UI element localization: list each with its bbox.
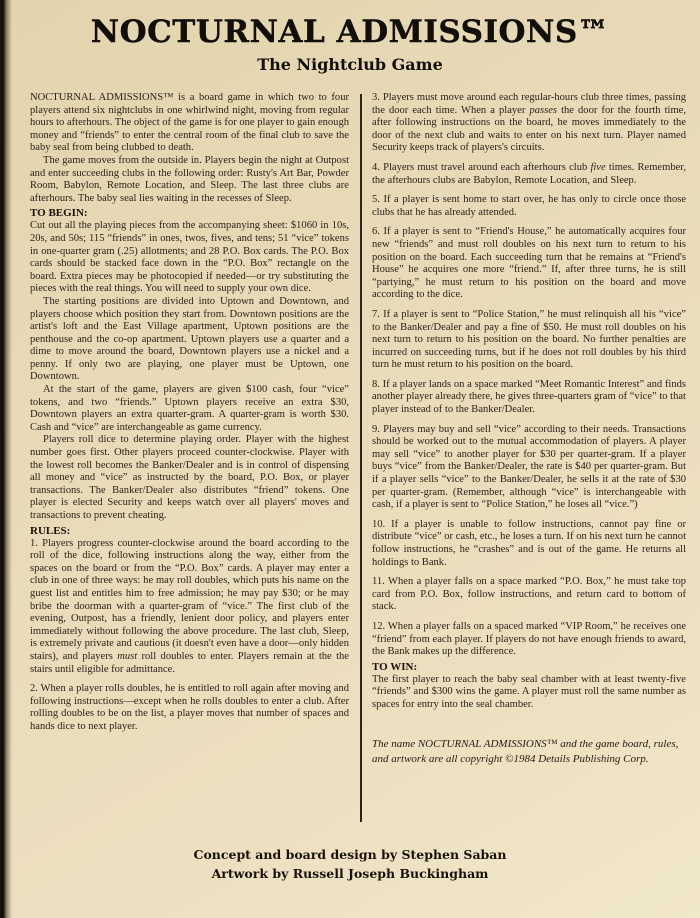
rule-item-2: 2. When a player rolls doubles, he is entitled to roll again after moving and following instructions—except when he rolls doubles to enter a club. After rolling doubles to be on the list, a player moves that number of spaces and hands dice to next player.	[30, 683, 349, 732]
rule-item-11: 11. When a player falls on a space marked “P.O. Box,” he must take top card from P.O. Box, follow instructions, and return card to bottom of stack.	[372, 576, 686, 613]
rule-text: 4. Players must travel around each afterhours club	[372, 161, 591, 173]
rule-item-4	[372, 162, 686, 187]
rule-text: 1. Players progress counter-clockwise around the board according to the roll of the dice, following instructions along the way, either from the spaces on the board or from the “P.O. Box” cards. A player may enter a club in one of three ways: he may roll doubles, which puts his name on the guest list and entitles him to free admission; he may pay $30; or he may bribe the doorman with a quarter-gram of “vice.” The first club of the evening, Outpost, has a friendly, lenient door policy, and players enter immediately without following the above procedure. The last club, Sleep, is extremely private and cautious (it doesn't even have a door—only hidden stairs), and players	[30, 537, 349, 662]
copyright-notice: The name NOCTURNAL ADMISSIONS™ and the game board, rules, and artwork are all copyright ©1984 Details Publishing Corp.	[372, 737, 679, 765]
page-subtitle: The Nightclub Game	[257, 55, 443, 74]
intro-paragraph: NOCTURNAL ADMISSIONS™ is a board game in which two to four players attend six nightclubs in one whirlwind night, moving from regular hours to afterhours. The object of the game is for one player to gain enough money and “friends” to enter the central room of the final club to save the baby seal from being clubbed to death.	[30, 92, 349, 154]
to-win-heading: TO WIN:	[372, 660, 418, 673]
intro-paragraph: The game moves from the outside in. Players begin the night at Outpost and enter succeeding clubs in the following order: Rusty's Art Bar, Powder Room, Babylon, Remote Location, and Sleep. The last three clubs are afterhours. The baby seal lies waiting in the recesses of Sleep.	[30, 154, 349, 204]
to-win-paragraph: The first player to reach the baby seal chamber with at least twenty-five “friends” and $300 wins the game. A player must roll the same number as spaces for entry into the seal chamber.	[372, 673, 686, 710]
rule-text: roll doubles to enter. Players remain at the the stairs until eligible for admittance.	[30, 650, 349, 675]
rule-emphasis: passes	[529, 104, 557, 116]
rule-item-10: 10. If a player is unable to follow instructions, cannot pay fine or distribute “vice” or cash, etc., he loses a turn. If on his next turn he cannot follow instructions, he “crashes” and is out of the game. He returns all holdings to Bank.	[372, 518, 686, 568]
rule-item-8: 8. If a player lands on a space marked “Meet Romantic Interest” and finds another player already there, he gives three-quarters gram of “vice” to that player instead of to the Banker/Dealer.	[372, 378, 686, 416]
rule-item-12: 12. When a player falls on a spaced marked “VIP Room,” he receives one “friend” from each player. If players do not have enough friends to award, the Bank makes up the difference.	[372, 620, 686, 658]
rule-text: 3. Players must move around each regular-hours club three times, passing the door each time. When a player	[372, 92, 686, 116]
to-begin-paragraph: Cut out all the playing pieces from the accompanying sheet: $1060 in 10s, 20s, and 50s; 115 “friends” in ones, twos, fives, and tens; 51 “vice” tokens in one-quarter gram (.25) allotments; and 28 P.O. Box cards. The P.O. Box cards should be stacked face down in the “P.O. Box” rectangle on the board. Extra pieces may be photocopied if needed—or try substituting the pieces with the real things. You will need to supply your own dice.	[30, 220, 349, 295]
two-column-body	[30, 92, 686, 822]
credit-artwork-line: Artwork by Russell Joseph Buckingham	[211, 866, 489, 881]
rule-text: times. Remember, the afterhours clubs are Babylon, Remote Location, and Sleep.	[372, 161, 687, 186]
column-divider-rule	[360, 94, 362, 822]
rule-text: the door for the fourth time, after following instructions on the board, he moves immediately to the door of the next club and waits to enter on his next turn. Player named Security keeps track of players's circuits.	[372, 104, 686, 154]
page-title: NOCTURNAL ADMISSIONS™	[90, 14, 610, 50]
rule-item-1	[30, 538, 349, 677]
left-column	[30, 92, 349, 822]
page-edge-shadow	[0, 0, 12, 918]
credit-concept-line: Concept and board design by Stephen Saban	[193, 847, 507, 862]
to-begin-paragraph: The starting positions are divided into Uptown and Downtown, and players choose which position they start from. Downtown positions are the artist's loft and the East Village apartment, Uptown positions are the penthouse and the co-op apartment. Uptown players use a quarter and a dime to move around the board, Downtown players use a nickel and a penny. If only two are playing, one player must be Uptown, one Downtown.	[30, 295, 349, 383]
rule-item-6: 6. If a player is sent to “Friend's House,” he automatically acquires four new “friends” and must roll doubles on his next turn to return to his position on the board. Each succeeding turn that he remains at “Friend's House” he acquires one more “friend.” If, after three turns, he is still “partying,” he must return to his position on the board and move according to the dice.	[372, 226, 686, 301]
rule-item-9: 9. Players may buy and sell “vice” according to their needs. Transactions should be worked out to the mutual accommodation of players. A player may sell “vice” to another player for $30 per quarter-gram. If a player buys “vice” from the Banker/Dealer, the rate is $40 per quarter-gram. But if a player sells “vice” to the Banker/Dealer, he sells it at the rate of $30 per quarter-gram. (Remember, although “vice” is interchangeable with cash, if a player is sent to “Police Station,” he loses all “vice.”)	[372, 423, 686, 511]
to-begin-heading: TO BEGIN:	[30, 207, 88, 220]
rule-item-7: 7. If a player is sent to “Police Station,” he must relinquish all his “vice” to the Banker/Dealer and pay a fine of $50. He must roll doubles on his next turn to return to his position on the board. No further penalties are incurred on succeeding turns, but if he does not roll doubles by his third turn he must return to his position on the board.	[372, 308, 686, 371]
right-column	[372, 92, 686, 822]
rules-heading: RULES:	[30, 524, 71, 537]
rule-emphasis: must	[117, 650, 138, 662]
rule-item-3	[372, 92, 686, 155]
rule-item-5: 5. If a player is sent home to start over, he has only to circle once those clubs that he has already attended.	[372, 194, 686, 218]
masthead	[0, 14, 700, 74]
credits-footer	[0, 845, 700, 883]
to-begin-paragraph: Players roll dice to determine playing order. Player with the highest number goes first. Other players proceed counter-clockwise. Player with the lowest roll becomes the Banker/Dealer and is in control of dispensing all money and “vice” as instructed by the board, P.O. Box, or player transactions. The Banker/Dealer also distributes “friend” tokens. One player is elected Security and keeps watch over all players' moves and transactions to prevent cheating.	[30, 434, 349, 521]
to-begin-paragraph: At the start of the game, players are given $100 cash, four “vice” tokens, and two “friends.” Uptown players receive an extra $30, Downtown players an extra quarter-gram. A quarter-gram is worth $30. Cash and “vice” are interchangeable as game currency.	[30, 384, 349, 433]
rule-emphasis: five	[590, 161, 606, 173]
